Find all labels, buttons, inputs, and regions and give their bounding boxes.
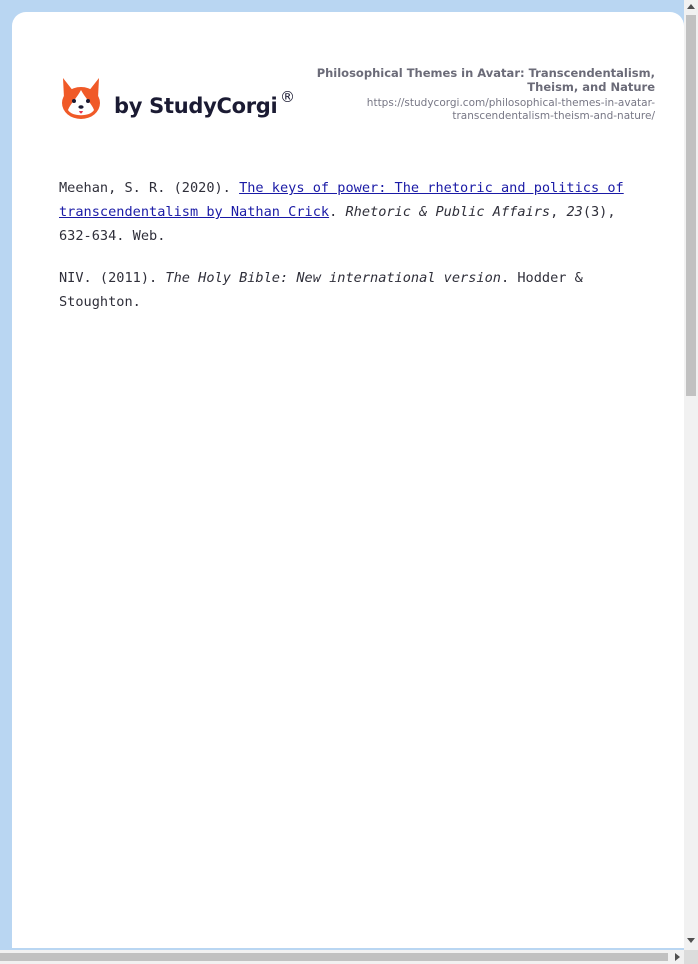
reference-item: [59, 266, 649, 314]
reference-publisher: . Hodder & Stoughton.: [59, 270, 583, 310]
reference-author-year: NIV. (2011).: [59, 270, 166, 286]
reference-pages: (3), 632-634. Web.: [59, 204, 616, 244]
vertical-scrollbar[interactable]: [684, 0, 698, 950]
horizontal-scrollbar-thumb[interactable]: [0, 953, 668, 961]
vertical-scrollbar-thumb[interactable]: [686, 15, 696, 396]
scroll-down-arrow-icon[interactable]: [687, 938, 695, 943]
reference-item: [59, 176, 649, 248]
scrollbar-corner: [684, 950, 698, 964]
document-url: https://studycorgi.com/philosophical-themes-in-avatar-transcendentalism-theism-and-nature/: [366, 97, 655, 122]
registered-mark: ®: [280, 88, 295, 106]
document-header: [295, 66, 655, 123]
reference-link[interactable]: The keys of power: The rhetoric and politics of transcendentalism by Nathan Crick: [59, 180, 624, 220]
scroll-up-arrow-icon[interactable]: [687, 4, 695, 9]
document-title: Philosophical Themes in Avatar: Transcendentalism, Theism, and Nature: [316, 66, 655, 94]
brand-name: by StudyCorgi: [114, 94, 278, 118]
reference-separator: ,: [550, 204, 567, 220]
reference-list: [59, 176, 649, 332]
reference-author-year: Meehan, S. R. (2020).: [59, 180, 240, 196]
reference-volume: 23: [566, 204, 583, 220]
reference-separator: .: [329, 204, 346, 220]
horizontal-scrollbar[interactable]: [0, 950, 684, 964]
corgi-logo-icon: [60, 76, 102, 122]
scroll-right-arrow-icon[interactable]: [675, 953, 680, 961]
reference-title: The Holy Bible: New international version: [165, 270, 501, 286]
document-page: [12, 12, 684, 948]
reference-journal: Rhetoric & Public Affairs: [345, 204, 551, 220]
studycorgi-logo[interactable]: [60, 76, 320, 136]
